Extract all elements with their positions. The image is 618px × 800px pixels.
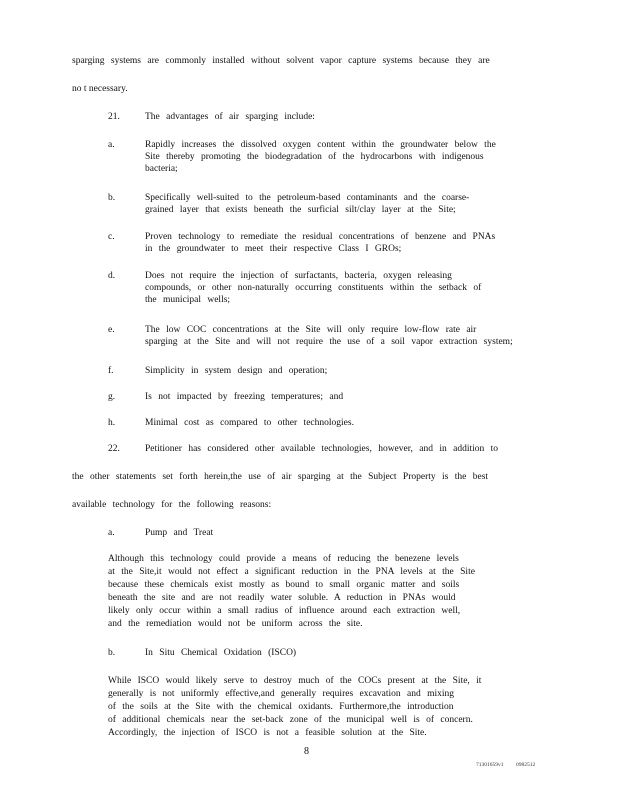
section-b-title: In Situ Chemical Oxidation (ISCO) xyxy=(145,648,297,658)
section-a-title: Pump and Treat xyxy=(145,528,214,538)
section-b-label: b. xyxy=(108,648,116,658)
footer-ref: 0982512 xyxy=(516,762,536,768)
para-21-text: The advantages of air sparging include: xyxy=(145,112,315,122)
list-item-line: compounds, or other non-naturally occurring constituents within the setback of xyxy=(145,283,482,293)
para-22-line-3: available technology for the following reasons: xyxy=(72,500,272,510)
list-item-line: the municipal wells; xyxy=(145,295,231,305)
list-item-label: b. xyxy=(108,193,116,203)
list-item-line: Specifically well-suited to the petroleum-based contaminants and the coarse- xyxy=(145,193,470,203)
list-item-line: The low COC concentrations at the Site will only require low-flow rate air xyxy=(145,325,477,335)
list-item-line: Proven technology to remediate the residual concentrations of benzene and PNAs xyxy=(145,232,496,242)
para-22-line-2: the other statements set forth herein,the use of air sparging at the Subject Property is the best xyxy=(72,472,489,482)
list-item-label: h. xyxy=(108,418,116,428)
list-item-line: Site thereby promoting the biodegradation of the hydrocarbons with indigenous xyxy=(145,152,484,162)
list-item-label: f. xyxy=(108,366,114,376)
list-item-label: c. xyxy=(108,232,115,242)
body-line: While ISCO would likely serve to destroy much of the COCs present at the Site, it xyxy=(108,676,482,686)
list-item-line: in the groundwater to meet their respective Class I GROs; xyxy=(145,244,402,254)
list-item-line: grained layer that exists beneath the surficial silt/clay layer at the Site; xyxy=(145,205,456,215)
body-line: at the Site,it would not effect a significant reduction in the PNA levels at the Site xyxy=(108,567,475,577)
list-item-line: Simplicity in system design and operation; xyxy=(145,366,328,376)
top-line-1: sparging systems are commonly installed without solvent vapor capture systems because they are xyxy=(72,56,490,66)
body-line: and the remediation would not be uniform across the site. xyxy=(108,619,363,629)
list-item-label: g. xyxy=(108,392,116,402)
top-line-2: no t necessary. xyxy=(72,84,128,94)
list-item-line: Rapidly increases the dissolved oxygen content within the groundwater below the xyxy=(145,140,496,150)
list-item-line: bacteria; xyxy=(145,164,178,174)
page-number: 8 xyxy=(304,746,309,757)
body-line: because these chemicals exist mostly as bound to small organic matter and soils xyxy=(108,580,460,590)
list-item-line: Minimal cost as compared to other technologies. xyxy=(145,418,354,428)
list-item-label: e. xyxy=(108,325,115,335)
footer-doc-id: 71301659v1 xyxy=(476,762,504,768)
list-item-line: Is not impacted by freezing temperatures; and xyxy=(145,392,344,402)
body-line: beneath the site and are not readily water soluble. A reduction in PNAs would xyxy=(108,593,456,603)
list-item-line: Does not require the injection of surfactants, bacteria, oxygen releasing xyxy=(145,271,452,281)
body-line: Accordingly, the injection of ISCO is not a feasible solution at the Site. xyxy=(108,728,427,738)
section-a-label: a. xyxy=(108,528,115,538)
list-item-label: a. xyxy=(108,140,115,150)
para-22-line-1: Petitioner has considered other available technologies, however, and in addition to xyxy=(145,444,499,454)
para-22-number: 22. xyxy=(108,444,120,454)
body-line: Although this technology could provide a means of reducing the benezene levels xyxy=(108,554,459,564)
body-line: generally is not uniformly effective,and generally requires excavation and mixing xyxy=(108,689,455,699)
body-line: of additional chemicals near the set-back zone of the municipal well is of concern. xyxy=(108,715,473,725)
list-item-line: sparging at the Site and will not require the use of a soil vapor extraction system; xyxy=(145,337,513,347)
para-21-number: 21. xyxy=(108,112,120,122)
body-line: likely only occur within a small radius of influence around each extraction well, xyxy=(108,606,461,616)
list-item-label: d. xyxy=(108,271,116,281)
body-line: of the soils at the Site with the chemical oxidants. Furthermore,the introduction xyxy=(108,702,454,712)
